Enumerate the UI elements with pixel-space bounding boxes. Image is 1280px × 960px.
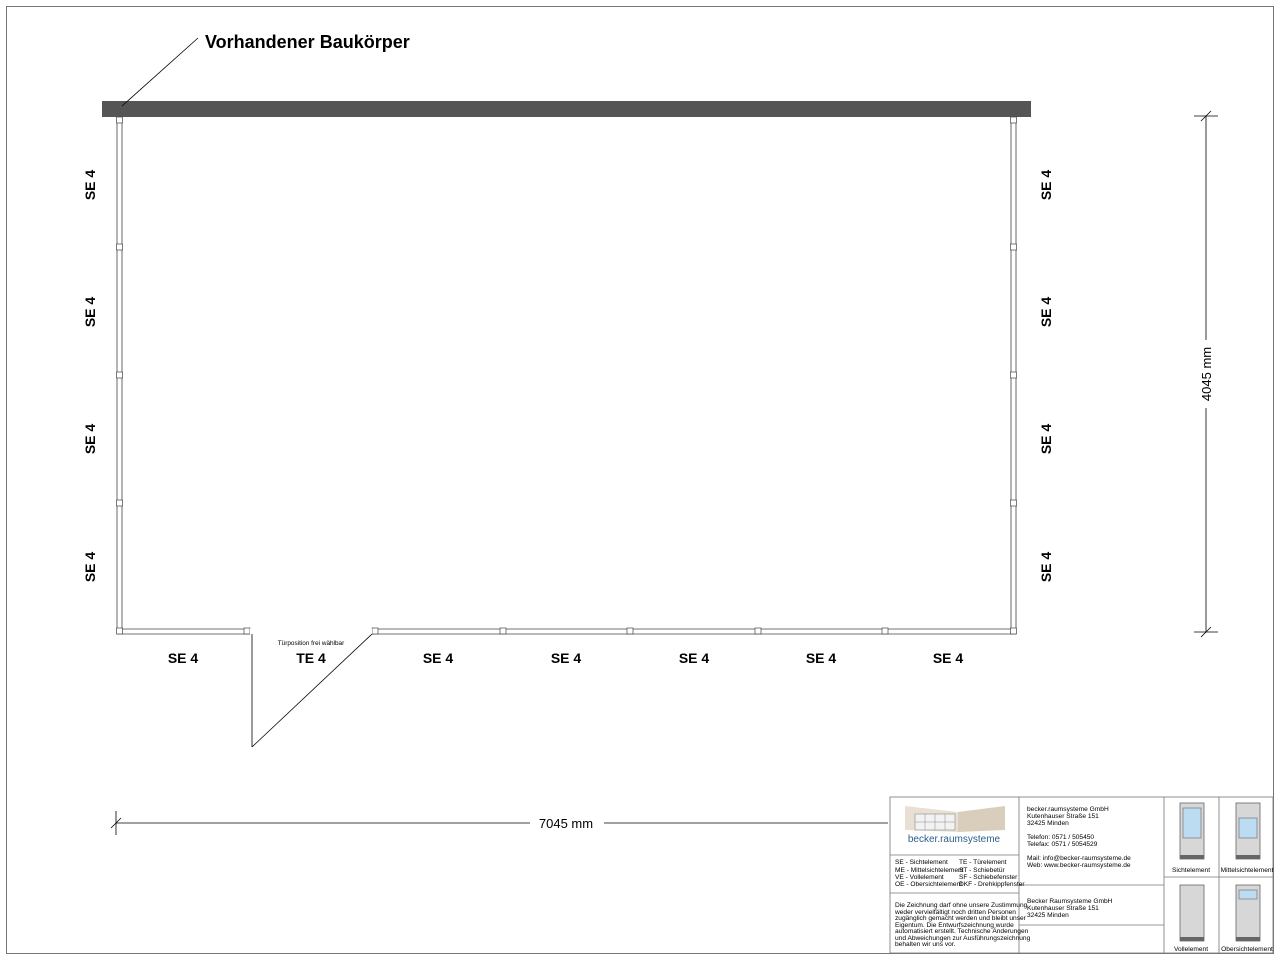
disclaimer [894,902,1031,948]
contact-line: 32425 Minden [1027,820,1069,827]
right-wall-label: SE 4 [1038,423,1054,455]
bottom-wall-label: SE 4 [678,650,710,666]
address-line: 32425 Minden [1027,912,1069,919]
wall-joints [117,117,1017,634]
logo-text: becker.raumsysteme [907,834,1001,845]
right-wall-label: SE 4 [1038,169,1054,201]
disclaimer-line: zugänglich gemacht werden und bleibt unser [895,915,1026,922]
company-contact [1027,806,1131,869]
disclaimer-line: weder vervielfältigt noch dritten Personen [895,909,1016,916]
bottom-wall-label: SE 4 [167,650,199,666]
right-wall-label: SE 4 [1038,296,1054,328]
width-dimension [111,811,888,835]
door-note: Türposition frei wählbar [277,640,345,647]
bottom-wall-label: SE 4 [550,650,582,666]
left-wall-label: SE 4 [82,296,98,328]
contact-line: becker.raumsysteme GmbH [1027,806,1109,813]
disclaimer-line: Eigentum. Die Entwurfszeichnung wurde [895,922,1014,929]
company-address [1027,898,1113,919]
legend-item: SF - Schiebefenster [959,874,1018,881]
legend-item: TE - Türelement [959,859,1007,866]
height-dimension-label: 4045 mm [1199,346,1214,402]
element-thumbnail-vollelement [1180,885,1204,941]
contact-line: Telefon: 0571 / 505450 [1027,834,1095,841]
element-caption: Vollelement [1173,946,1209,953]
contact-line: Mail: info@becker-raumsysteme.de [1027,855,1131,862]
contact-line: Kutenhauser Straße 151 [1027,813,1099,820]
right-wall-labels [1038,170,1054,583]
bottom-wall-label: SE 4 [422,650,454,666]
legend-item: VE - Vollelement [895,874,944,881]
legend-item: DKF - Drehkippfenster [959,881,1025,888]
existing-building-wall [102,101,1031,117]
bottom-wall-label: TE 4 [296,650,326,666]
contact-line: Web: www.becker-raumsysteme.de [1027,862,1131,869]
legend-item: SE - Sichtelement [895,859,948,866]
left-wall-label: SE 4 [82,423,98,455]
width-dimension-label: 7045 mm [538,816,594,831]
element-caption: Obersichtelement [1221,946,1273,953]
disclaimer-line: Die Zeichnung darf ohne unsere Zustimmung [895,902,1028,909]
legend-item: ST - Schiebetür [959,867,1005,874]
disclaimer-line: automatisiert erstellt. Technische Änderungen [895,928,1029,935]
element-thumbnail-obersichtelement [1236,885,1260,941]
company-logo [905,806,1005,845]
element-thumbnail-mittelsichtelement [1236,803,1260,859]
legend-item: OE - Obersichtelement [895,881,963,888]
room-walls [117,118,1016,634]
abbreviation-legend [895,859,1025,888]
existing-building-leader [122,38,198,106]
element-caption: Sichtelement [1171,867,1211,874]
disclaimer-line: und Abweichungen zur Ausführungszeichnung [895,935,1031,942]
element-thumbnail-sichtelement [1180,803,1204,859]
right-wall-label: SE 4 [1038,551,1054,583]
address-line: Kutenhauser Straße 151 [1027,905,1099,912]
bottom-wall-label: SE 4 [932,650,964,666]
element-caption: Mittelsichtelement [1220,867,1274,874]
bottom-wall-labels [168,650,964,666]
contact-line: Telefax: 0571 / 5054529 [1027,841,1098,848]
address-line: Becker Raumsysteme GmbH [1027,898,1113,905]
existing-building-label: Vorhandener Baukörper [205,32,410,52]
left-wall-label: SE 4 [82,169,98,201]
left-wall-labels [82,170,98,583]
legend-item: ME - Mittelsichtelement [895,867,964,874]
left-wall-label: SE 4 [82,551,98,583]
bottom-wall-label: SE 4 [805,650,837,666]
disclaimer-line: behalten wir uns vor. [895,941,956,948]
